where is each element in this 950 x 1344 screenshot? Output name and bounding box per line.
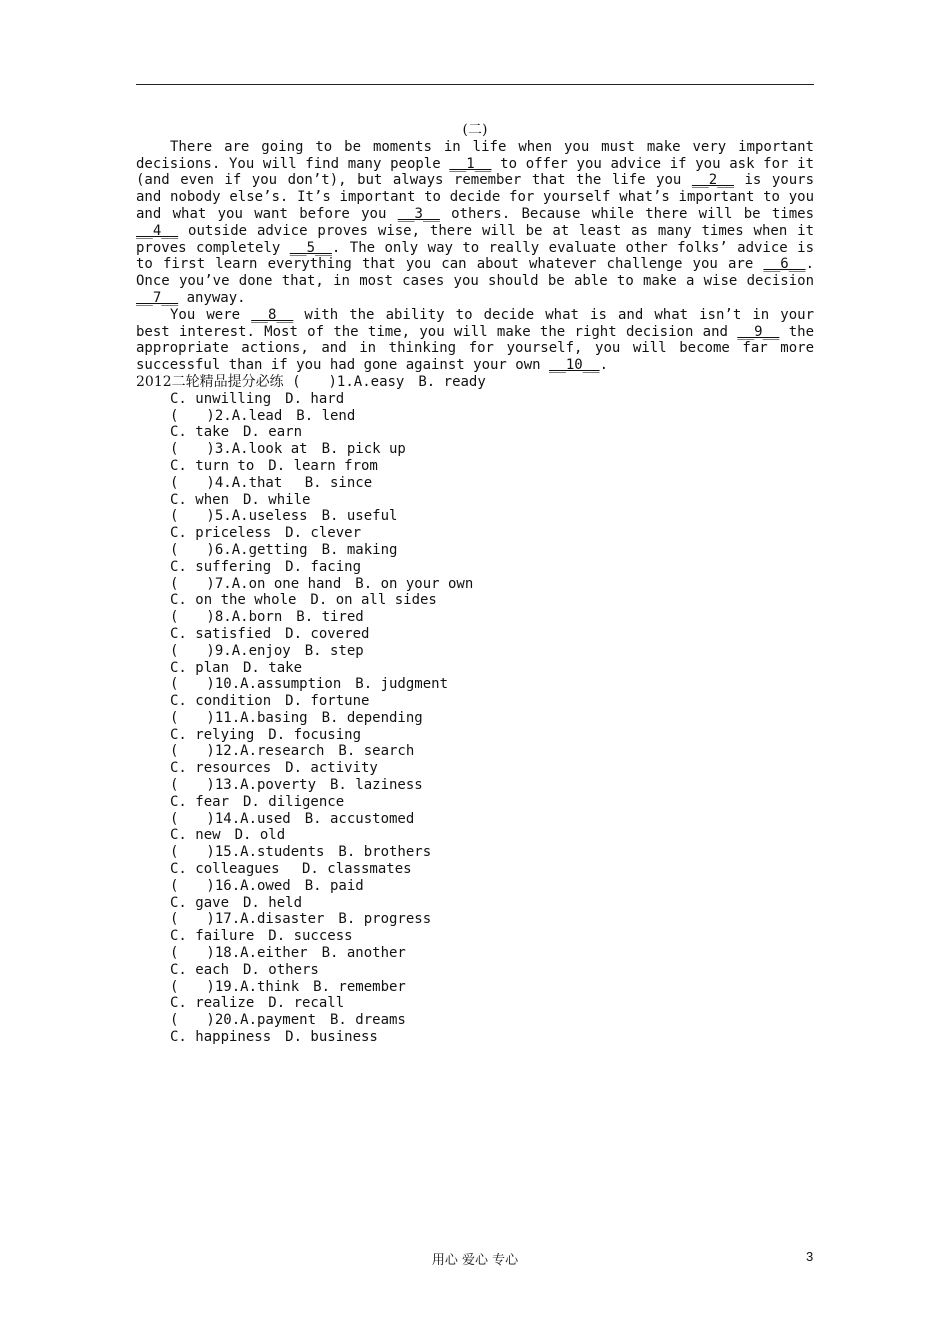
answer-blank: __9__: [737, 323, 780, 340]
question-option-line: C. new D. old: [170, 827, 286, 844]
passage-text: . The only way to really evaluate other folks’ advice is to first learn everything that you can about whatever challenge you are: [136, 239, 815, 273]
question-option-line: ( )3.A.look at B. pick up: [170, 441, 406, 458]
passage-text: outside advice proves wise, there will be at least as many times when it proves completely: [136, 222, 814, 256]
passage-text: . Once you’ve done that, in most cases you should be able to make a wise decision: [136, 256, 814, 290]
passage-text: to offer you advice if you ask for it (and even if you don’t), but always remember that the life you: [136, 155, 814, 189]
footer-slogan: 用心 爱心 专心: [431, 1253, 519, 1268]
passage-text: is yours and nobody else’s. It’s important to decide for yourself what’s important to you and what you want before you: [136, 172, 814, 222]
question-option-line: ( )7.A.on one hand B. on your own: [170, 575, 474, 592]
question-option-line: ( )8.A.born B. tired: [170, 609, 364, 626]
passage-text: .: [599, 357, 609, 374]
question-option-line: ( )15.A.students B. brothers: [170, 844, 432, 861]
answer-blank: __3__: [397, 205, 440, 222]
question-option-line: ( )17.A.disaster B. progress: [170, 911, 432, 928]
question-option-line: C. condition D. fortune: [170, 693, 370, 710]
question-list: [136, 391, 814, 1046]
question-option-line: ( )13.A.poverty B. laziness: [170, 777, 423, 794]
question-option-line: ( )2.A.lead B. lend: [170, 407, 356, 424]
section-title: (二): [462, 122, 488, 138]
answer-blank: __5__: [289, 239, 332, 256]
answer-blank: __4__: [136, 222, 179, 239]
question-option-line: C. colleagues D. classmates: [170, 861, 412, 878]
passage-text: There are going to be moments in life when you must make very important decisions. You will find many people: [136, 138, 814, 172]
question-option-line: C. turn to D. learn from: [170, 457, 378, 474]
question-option-line: ( )5.A.useless B. useful: [170, 508, 398, 525]
passage-text: with the ability to decide what is and what isn’t in your best interest. Most of the time, you will make the right decision and: [136, 306, 815, 340]
passage-paragraph-1: [136, 139, 814, 307]
passage-text: the appropriate actions, and in thinking for yourself, you will become far more successful than if you had gone against your own: [136, 323, 815, 374]
question-option-line: C. resources D. activity: [170, 760, 378, 777]
passage-text: anyway.: [178, 289, 246, 306]
question-option-line: C. realize D. recall: [170, 995, 345, 1012]
answer-blank: __7__: [136, 289, 179, 306]
question-option-line: C. each D. others: [170, 961, 319, 978]
answer-blank: __8__: [251, 306, 294, 323]
question-option-line: ( )18.A.either B. another: [170, 945, 406, 962]
question-option-line: ( )16.A.owed B. paid: [170, 877, 364, 894]
answer-blank: __6__: [763, 256, 806, 273]
answer-blank: __2__: [691, 172, 734, 189]
question-option-line: ( )19.A.think B. remember: [170, 978, 406, 995]
question-option-line: C. happiness D. business: [170, 1029, 378, 1046]
header-rule: [136, 84, 814, 85]
question-option-line: C. when D. while: [170, 491, 311, 508]
question-option-line: C. unwilling D. hard: [170, 390, 345, 407]
questions-heading-title: 2012二轮精品提分必练: [136, 373, 284, 390]
question-option-line: C. on the whole D. on all sides: [170, 592, 437, 609]
question-option-line: ( )20.A.payment B. dreams: [170, 1012, 406, 1029]
question-option-line: ( )11.A.basing B. depending: [170, 709, 423, 726]
passage-text: others. Because while there will be times: [439, 205, 814, 222]
question-option-line: C. plan D. take: [170, 659, 303, 676]
answer-blank: __10__: [549, 357, 600, 374]
question-option-line: C. satisfied D. covered: [170, 625, 370, 642]
document-body: [136, 122, 814, 1046]
question-option-line: C. suffering D. facing: [170, 558, 362, 575]
answer-blank: __1__: [449, 155, 492, 172]
question-option-line: ( )4.A.that B. since: [170, 474, 373, 491]
question-option-line: ( )10.A.assumption B. judgment: [170, 676, 449, 693]
question-1-line: ( )1.A.easy B. ready: [283, 373, 486, 390]
question-option-line: C. fear D. diligence: [170, 793, 345, 810]
question-option-line: ( )6.A.getting B. making: [170, 541, 398, 558]
question-option-line: C. take D. earn: [170, 424, 303, 441]
page-number: 3: [806, 1249, 814, 1264]
question-option-line: ( )12.A.research B. search: [170, 743, 415, 760]
question-option-line: C. priceless D. clever: [170, 525, 362, 542]
question-option-line: C. relying D. focusing: [170, 726, 362, 743]
question-option-line: ( )9.A.enjoy B. step: [170, 642, 364, 659]
question-option-line: C. failure D. success: [170, 928, 353, 945]
question-option-line: ( )14.A.used B. accustomed: [170, 810, 415, 827]
questions-heading: [136, 374, 814, 391]
question-option-line: C. gave D. held: [170, 894, 303, 911]
passage-paragraph-2: [136, 307, 814, 374]
passage-text: You were: [170, 306, 252, 323]
